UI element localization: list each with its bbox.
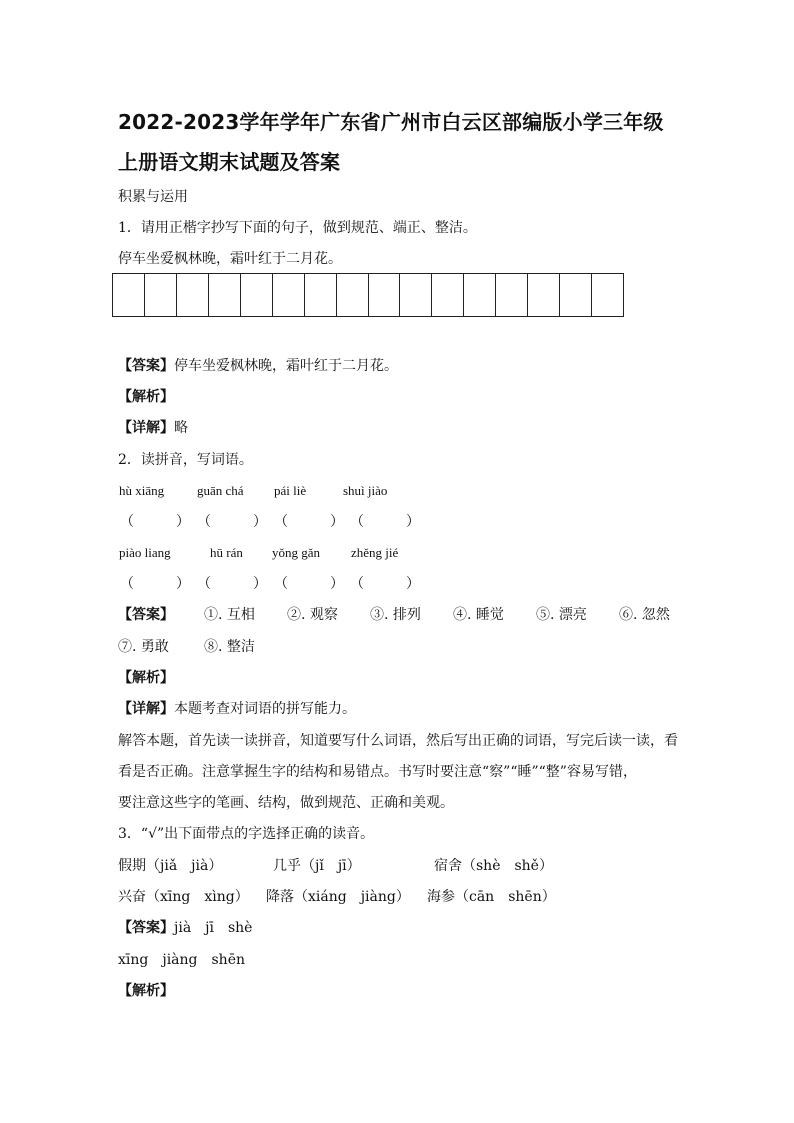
q2-answer-7: ⑦. 勇敢 [118, 639, 169, 655]
q3-answer-line-1: jià jī shè [174, 920, 253, 936]
pinyin-4: shuì jiào [343, 483, 388, 498]
q2-answer-tag: 【答案】 [118, 607, 174, 623]
answer-paren: （ ） [350, 514, 420, 530]
grid-cell [113, 274, 145, 316]
q2-analysis-tag: 【解析】 [118, 670, 174, 686]
grid-cell [337, 274, 369, 316]
q2-detail-line-2: 看是否正确。注意掌握生字的结构和易错点。书写时要注意“察”“睡”“整”容易写错， [118, 764, 637, 780]
grid-cell [400, 274, 432, 316]
q3-item-3: 宿舍（shè shě） [434, 858, 553, 874]
answer-paren: （ ） [274, 514, 344, 530]
section-heading: 积累与运用 [118, 189, 188, 205]
pinyin-5: piào liang [119, 545, 171, 560]
q3-item-5: 降落（xiáng jiàng） [266, 889, 410, 905]
detail-tag: 【详解】 [118, 420, 174, 436]
answer-paren: （ ） [274, 576, 344, 592]
q1-answer-text: 停车坐爱枫林晚，霜叶红于二月花。 [174, 358, 398, 374]
grid-cell [145, 274, 177, 316]
q2-question: 2．读拼音，写词语。 [118, 452, 253, 468]
q2-detail-intro: 本题考查对词语的拼写能力。 [174, 701, 356, 717]
grid-cell [464, 274, 496, 316]
q3-item-4: 兴奋（xīng xìng） [118, 889, 249, 905]
answer-paren: （ ） [197, 514, 267, 530]
pinyin-7: yǒng gǎn [272, 545, 321, 560]
grid-cell [432, 274, 464, 316]
q3-item-2: 几乎（jǐ jī） [273, 858, 361, 874]
pinyin-3: pái liè [274, 483, 307, 498]
q2-answer-4: ④. 睡觉 [453, 607, 504, 623]
q3-question: 3．“√”出下面带点的字选择正确的读音。 [118, 826, 375, 842]
q2-detail-line-1: 解答本题，首先读一读拼音，知道要写什么词语，然后写出正确的词语，写完后读一读，看 [118, 733, 678, 749]
grid-cell [209, 274, 241, 316]
q3-item-6: 海参（cān shēn） [427, 889, 556, 905]
answer-tag: 【答案】 [118, 358, 174, 374]
q2-answer-1: ①. 互相 [204, 607, 255, 623]
pinyin-2: guān chá [197, 483, 244, 498]
q1-answer [118, 355, 398, 375]
q2-answer-2: ②. 观察 [287, 607, 338, 623]
q2-answer-3: ③. 排列 [370, 607, 421, 623]
grid-cell [592, 274, 623, 316]
answer-paren: （ ） [350, 576, 420, 592]
q1-sentence: 停车坐爱枫林晚，霜叶红于二月花。 [118, 251, 342, 267]
page-title-line-1: 2022-2023学年学年广东省广州市白云区部编版小学三年级 [118, 110, 664, 134]
pinyin-8: zhěng jié [351, 545, 399, 560]
detail-tag: 【详解】 [118, 701, 174, 717]
q2-detail [118, 698, 356, 718]
q3-analysis-tag: 【解析】 [118, 983, 174, 999]
q3-answer [118, 917, 252, 937]
grid-cell [369, 274, 401, 316]
q3-answer-line-2: xīng jiàng shēn [118, 952, 245, 968]
q2-answer-5: ⑤. 漂亮 [536, 607, 587, 623]
pinyin-1: hù xiāng [119, 483, 165, 498]
grid-cell [241, 274, 273, 316]
q1-detail-text: 略 [174, 420, 188, 436]
grid-cell [528, 274, 560, 316]
q1-analysis-tag: 【解析】 [118, 389, 174, 405]
q2-answer-6: ⑥. 忽然 [619, 607, 670, 623]
answer-tag: 【答案】 [118, 920, 174, 936]
q1-detail [118, 417, 188, 437]
q2-detail-line-3: 要注意这些字的笔画、结构，做到规范、正确和美观。 [118, 795, 454, 811]
q1-question: 1．请用正楷字抄写下面的句子，做到规范、端正、整洁。 [118, 220, 477, 236]
q2-answer-8: ⑧. 整洁 [204, 639, 255, 655]
grid-cell [560, 274, 592, 316]
pinyin-6: hū rán [210, 545, 243, 560]
grid-cell [177, 274, 209, 316]
answer-paren: （ ） [197, 576, 267, 592]
q3-item-1: 假期（jiǎ jià） [118, 858, 223, 874]
grid-cell [273, 274, 305, 316]
page-title-line-2: 上册语文期末试题及答案 [118, 150, 341, 174]
writing-grid [112, 273, 624, 317]
answer-paren: （ ） [120, 514, 190, 530]
answer-paren: （ ） [120, 576, 190, 592]
grid-cell [305, 274, 337, 316]
grid-cell [496, 274, 528, 316]
